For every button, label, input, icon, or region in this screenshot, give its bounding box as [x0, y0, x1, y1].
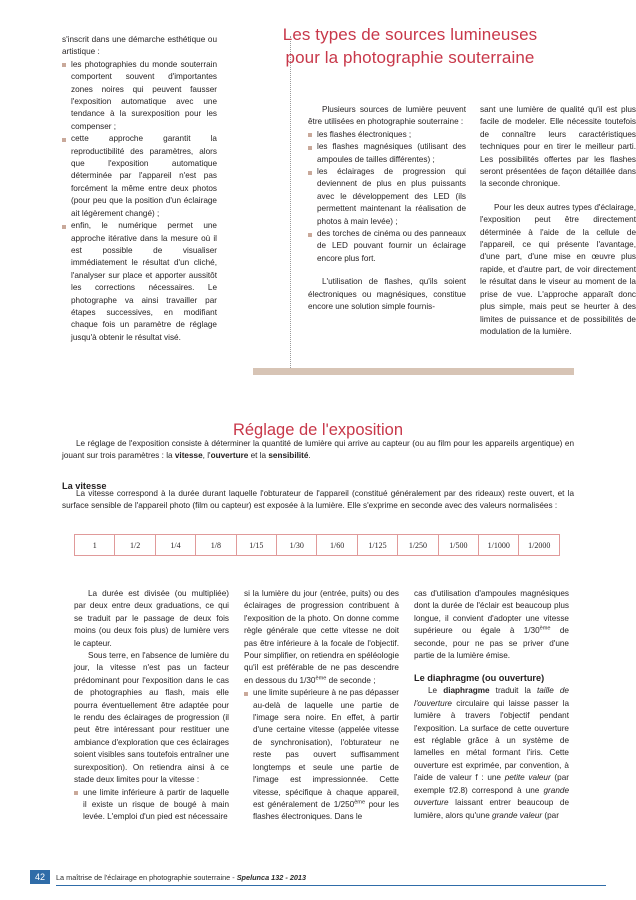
col-a-paragraph-2: Sous terre, en l'absence de lumière du jour, la vitesse n'est pas un facteur prédominant pour l'exposition dans le cas de photographies au flash, mais elle pourra éventuellement être adaptée pour le rendu des éclairages de progression (il peut être intéressant pour restituer une ambiance d'exploration que ces éclairages soient visibles sans toutefois entraîner une surexposition). On retiendra ainsi à ce stade deux limites pour la vitesse : — [74, 651, 229, 785]
col-a-bullet-list — [74, 787, 229, 824]
speed-cell: 1/1000 — [479, 535, 519, 556]
speed-cell: 1/15 — [236, 535, 276, 556]
list-item: les photographies du monde souterrain comportent souvent d'importantes zones noires qui peuvent fausser l'exposition automatique avec une tendance à la surexposition pour les compenser ; — [62, 59, 217, 133]
speed-cell: 1/250 — [398, 535, 438, 556]
speed-cell: 1/125 — [357, 535, 397, 556]
col-c-paragraph-1 — [414, 588, 569, 662]
list-item: une limite inférieure à partir de laquelle il existe un risque de bougé à main levée. L'emploi d'un pied est nécessaire — [74, 787, 229, 824]
c-t4: (par exemple f/2.8) correspond à une — [414, 773, 569, 795]
col-c-paragraph-2 — [414, 685, 569, 821]
col-b-bullet-continuation — [244, 588, 399, 687]
speed-cell: 1/4 — [155, 535, 195, 556]
page-title-line-1: Les types de sources lumineuses — [282, 25, 538, 45]
col-b-sup-a: ème — [315, 675, 327, 682]
subheading-la-vitesse: La vitesse — [62, 481, 107, 492]
emphasis-taille-ouverture: taille de l'ouverture — [414, 686, 569, 708]
middle-closing-paragraph: L'utilisation de flashes, qu'ils soient électroniques ou magnésiques, constitue encore une solution simple fournis- — [308, 277, 466, 312]
list-item: les flashes électroniques ; — [308, 129, 466, 141]
speed-cell: 1/500 — [438, 535, 478, 556]
top-left-column — [62, 34, 217, 344]
shutter-speed-table — [74, 534, 560, 556]
c-t1: Le — [428, 686, 444, 696]
list-item: des torches de cinéma ou des panneaux de LED pouvant fournir un éclairage encore plus fort. — [308, 228, 466, 265]
col-b-bullet2-text-b: pour les flashes électroniques. Dans le — [253, 799, 399, 822]
keyword-diaphragme: diaphragme — [443, 686, 490, 696]
col-c-text-a: cas d'utilisation d'ampoules magnésiques dont la durée de l'éclair est beaucoup plus longue, il convient d'adopter une vitesse supérieure ou égale à 1/30 — [414, 589, 569, 636]
emphasis-grande-ouverture: grande ouverture — [414, 785, 569, 808]
speed-cell: 1/30 — [277, 535, 317, 556]
keyword-sensibilite: sensibilité — [268, 451, 309, 461]
speed-cell: 1 — [75, 535, 115, 556]
list-item: cette approche garantit la reproductibilité des paramètres, alors que l'exposition automatique déterminée par l'appareil n'est pas forcément la même entre deux photos (pour peu que la position d'un éclairage ait légèrement changé) ; — [62, 133, 217, 220]
speed-cell: 1/2 — [115, 535, 155, 556]
list-item — [244, 687, 399, 823]
table-row — [75, 535, 560, 556]
footer-caption — [56, 871, 306, 884]
page-title-line-2: pour la photographie souterraine — [285, 48, 535, 68]
intro-text-mid-2: et la — [248, 451, 269, 461]
col-b-sup-b: ème — [354, 799, 366, 806]
intro-text-prefix: Le réglage de l'exposition consiste à déterminer la quantité de lumière qui arrive au capteur (ou au film pour les appareils argentique) en jouant sur trois paramètres : la — [62, 439, 574, 461]
intro-text-mid-1: , l' — [202, 451, 211, 461]
col-c-text-b: de seconde, pour ne pas se priver d'une partie de la lumière émise. — [414, 626, 569, 661]
emphasis-petite-valeur: petite valeur — [504, 773, 551, 783]
c-t3: circulaire qui laisse passer la lumière à travers l'objectif pendant l'exposition. La surface de cette ouverture est réglable grâce à un système de lamelles en métal formant l'iris. Cette ouverture est exprimée, par convention, à l'aide de valeur f : une — [414, 698, 569, 783]
top-right-column — [480, 104, 636, 338]
exposition-intro-paragraph — [62, 438, 574, 463]
speed-cell: 1/8 — [196, 535, 236, 556]
emphasis-grande-valeur: grande valeur — [492, 810, 543, 820]
right-paragraph-1: sant une lumière de qualité qu'il est plus facile de modeler. Elle nécessite toutefois de connaître leurs caractéristiques techniques pour en tirer le meilleur parti. Les possibilités offertes par les flashes seront présentées de façon détaillée dans la seconde chronique. — [480, 105, 636, 189]
list-item: les éclairages de progression qui deviennent de plus en plus puissants avec le développement des LED (ils permettent maintenant la réalisation de photos à main levée) ; — [308, 166, 466, 228]
page-number-badge: 42 — [30, 870, 50, 884]
footer-article-title: La maîtrise de l'éclairage en photographie souterraine - — [56, 873, 237, 882]
intro-text-suffix: . — [308, 451, 311, 461]
keyword-ouverture: ouverture — [210, 451, 249, 461]
list-item: les flashes magnésiques (utilisant des ampoules de tailles différentes) ; — [308, 141, 466, 166]
speed-cell: 1/60 — [317, 535, 357, 556]
page-footer — [30, 870, 606, 886]
col-b-text-a: si la lumière du jour (entrée, puits) ou des éclairages de progression contribuent à l'exposition de la photo. On donne comme règle générale que cette vitesse ne doit pas être inférieure à la focale de l'objectif. Pour simplifier, on retiendra en spéléologie qu'il est préférable de ne pas descendre en dessous du 1/30 — [244, 589, 399, 685]
section-title-exposition: Réglage de l'exposition — [232, 420, 404, 439]
page-title — [246, 23, 574, 69]
footer-divider-rule — [56, 885, 606, 886]
col-a-paragraph-1: La durée est divisée (ou multipliée) par deux entre deux graduations, ce qui se traduit par le passage de deux fois moins (ou deux fois plus) de lumière vers le capteur. — [74, 589, 229, 648]
vertical-dotted-divider — [290, 36, 291, 374]
left-continuation-paragraph: s'inscrit dans une démarche esthétique ou artistique : — [62, 35, 217, 57]
c-t5: laissant entrer beaucoup de lumière, alors qu'une — [414, 798, 569, 820]
list-item: enfin, le numérique permet une approche itérative dans la mesure où il est possible de visualiser immédiatement le résultat d'un cliché, l'analyser sur place et apporter aussitôt les corrections nécessaires. Le photographe va ainsi travailler par étapes successives, en modifiant chaque fois un paramètre de réglage jusqu'à obtenir le résultat visé. — [62, 220, 217, 344]
body-column-c — [414, 588, 569, 822]
top-section — [62, 34, 636, 374]
col-b-bullet-list — [244, 687, 399, 823]
middle-lead-paragraph: Plusieurs sources de lumière peuvent être utilisées en photographie souterraine : — [308, 105, 466, 127]
right-paragraph-2: Pour les deux autres types d'éclairage, l'exposition peut être directement déterminée à l'aide de la cellule de l'appareil, ce qui présente l'avantage, d'une part, d'une mise en œuvre plus rapide, et d'autre part, de voir directement le résultat dans le viseur au moment de la prise de vue. L'approche apparaît donc plus simple, mais peut se heurter à des limites de puissance et de possibilités de modulation de la lumière. — [480, 202, 636, 336]
col-b-bullet2-text-a: une limite supérieure à ne pas dépasser au-delà de laquelle une partie de l'image sera noire. En effet, à partir d'une certaine vitesse (appelée vitesse de synchronisation), l'obturateur ne reste pas ouvert suffisamment longtemps et seule une partie de l'image est impressionnée. Cette vitesse, spécifique à chaque appareil, est généralement de 1/250 — [253, 688, 399, 809]
body-column-b — [244, 588, 399, 824]
section-separator-bar — [253, 368, 574, 375]
c-t2: traduit la — [489, 686, 537, 696]
speed-cell: 1/2000 — [519, 535, 560, 556]
top-middle-column — [308, 104, 466, 314]
c-t6: (par — [542, 810, 559, 820]
subheading-le-diaphragme: Le diaphragme (ou ouverture) — [414, 673, 545, 684]
col-b-text-b: de seconde ; — [326, 675, 376, 685]
footer-magazine-reference: Spelunca 132 - 2013 — [236, 873, 307, 882]
col-c-sup: ème — [539, 625, 551, 632]
body-column-a — [74, 588, 229, 824]
keyword-vitesse: vitesse — [174, 451, 203, 461]
light-sources-list — [308, 129, 466, 265]
left-bullet-list — [62, 59, 217, 344]
vitesse-paragraph: La vitesse correspond à la durée durant laquelle l'obturateur de l'appareil (constitué généralement par des rideaux) reste ouvert, et la surface sensible de l'appareil photo (film ou capteur) est exposée à la lumière. Elle s'exprime en seconde avec des valeurs normalisées : — [62, 489, 574, 511]
